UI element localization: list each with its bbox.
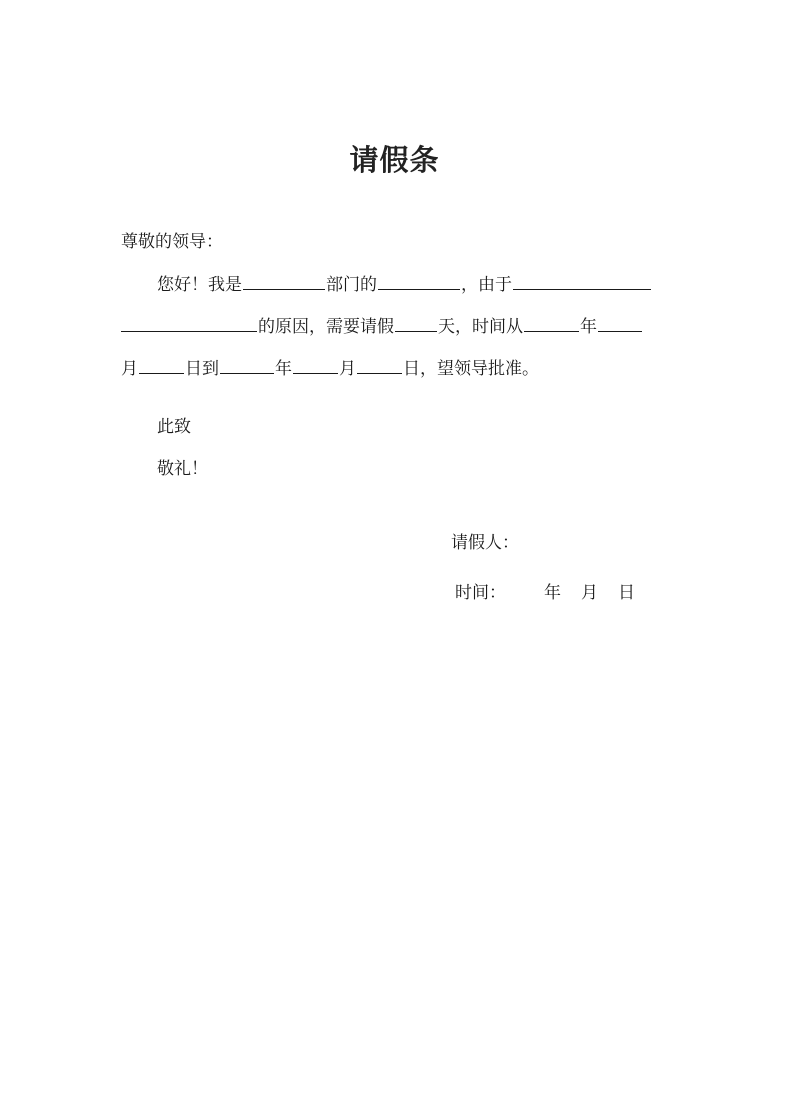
- year-label: 年: [544, 583, 561, 603]
- body-text: 的原因，需要请假: [258, 317, 394, 337]
- body-text: 您好！我是: [157, 275, 242, 295]
- date-label: 时间：: [455, 583, 506, 603]
- body-line-2: [121, 313, 643, 339]
- body-text: 月: [339, 359, 356, 379]
- body-text: 日，望领导批准。: [403, 359, 539, 379]
- body-text: 天，时间从: [438, 317, 523, 337]
- body-text: 日到: [185, 359, 219, 379]
- closing-line-1: 此致: [157, 417, 191, 437]
- body-text: 年: [275, 359, 292, 379]
- day-label: 日: [618, 583, 635, 603]
- position-blank[interactable]: [378, 271, 460, 290]
- date-row: [455, 581, 635, 605]
- body-line-1: [157, 271, 652, 297]
- applicant-label: 请假人：: [451, 533, 519, 553]
- start-day-blank[interactable]: [139, 355, 184, 374]
- end-month-blank[interactable]: [293, 355, 338, 374]
- body-text: ，由于: [461, 275, 512, 295]
- reason-blank-2[interactable]: [121, 313, 257, 332]
- body-text: 部门的: [326, 275, 377, 295]
- document-title: 请假条: [349, 143, 440, 177]
- body-text: 月: [121, 359, 138, 379]
- end-day-blank[interactable]: [357, 355, 402, 374]
- body-text: 年: [580, 317, 597, 337]
- end-year-blank[interactable]: [220, 355, 274, 374]
- name-blank[interactable]: [243, 271, 325, 290]
- days-blank[interactable]: [395, 313, 437, 332]
- start-year-blank[interactable]: [524, 313, 579, 332]
- start-month-blank[interactable]: [598, 313, 642, 332]
- body-line-3: [121, 355, 539, 381]
- closing-line-2: 敬礼！: [157, 459, 208, 479]
- greeting-line: 尊敬的领导：: [121, 232, 223, 252]
- reason-blank-1[interactable]: [513, 271, 651, 290]
- month-label: 月: [581, 583, 598, 603]
